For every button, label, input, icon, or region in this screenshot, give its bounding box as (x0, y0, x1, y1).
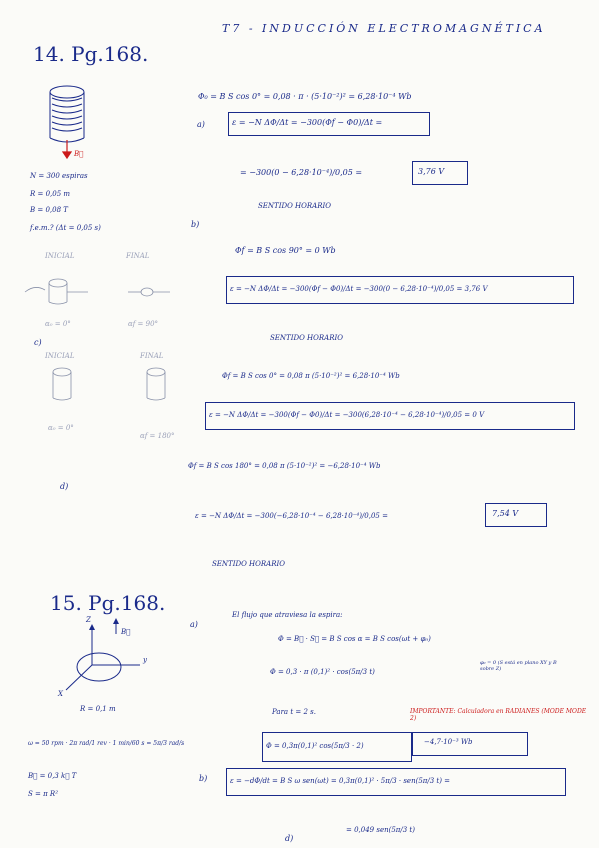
part-a-eq1: ε = −N ΔΦ/Δt = −300(Φf − Φ0)/Δt = (232, 118, 383, 127)
p15-a-intro: El flujo que atraviesa la espira: (232, 611, 343, 619)
axis-x-label: X (58, 690, 63, 698)
part-d-eq2: ε = −N ΔΦ/Δt = −300(−6,28·10⁻⁴ − 6,28·10⁻⁴)/0,05 = (195, 512, 388, 520)
alpha-label-3: α₀ = 0° (48, 424, 74, 432)
p15-a-note: φ₀ = 0 (S está en plano XY y B sobre Z) (480, 660, 557, 672)
given-s-15: S = π R² (28, 790, 59, 798)
given-radius: R = 0,1 m (80, 705, 116, 713)
p15-b-eq1: ε = −dΦ/dt = B S ω sen(ωt) = 0,3π(0,1)² · 5π/3 · sen(5π/3 t) = (230, 777, 451, 785)
problem-15-number: 15. Pg.168. (50, 591, 166, 615)
part-d-sense: SENTIDO HORARIO (212, 560, 285, 568)
part-b-eq2: ε = −N ΔΦ/Δt = −300(Φf − Φ0)/Δt = −300(0 − 6,28·10⁻⁴)/0,05 = 3,76 V (230, 285, 488, 293)
p15-a-result: −4,7·10⁻³ Wb (424, 738, 473, 746)
part-a-result: 3,76 V (418, 167, 445, 176)
p15-a-eq1: Φ = B⃗ · S⃗ = B S cos α = B S cos(ωt + φ₀) (278, 635, 431, 643)
part-d-label: d) (60, 482, 69, 491)
part-c-eq2: ε = −N ΔΦ/Δt = −300(Φf − Φ0)/Δt = −300(6,28·10⁻⁴ − 6,28·10⁻⁴)/0,05 = 0 V (209, 411, 485, 419)
flux-initial: Φ₀ = B S cos 0° = 0,08 · π · (5·10⁻²)² = 6,28·10⁻⁴ Wb (198, 92, 412, 101)
inicial-label-1: INICIAL (45, 252, 75, 260)
alpha-label-2: αf = 90° (128, 320, 159, 328)
part-b-label: b) (191, 220, 200, 229)
given-omega: ω = 50 rpm · 2π rad/1 rev · 1 min/60 s = 5π/3 rad/s (28, 740, 185, 747)
given-fem: f.e.m.? (Δt = 0,05 s) (30, 224, 101, 232)
b-vec-label-15: B⃗ (121, 628, 131, 636)
given-b-15: B⃗ = 0,3 k⃗ T (28, 772, 77, 780)
problem-14-number: 14. Pg.168. (33, 42, 149, 66)
alpha-label-1: α₀ = 0° (45, 320, 71, 328)
page-title: T7 - INDUCCIÓN ELECTROMAGNÉTICA (222, 22, 546, 35)
final-label-2: FINAL (140, 352, 164, 360)
part-c-eq1: Φf = B S cos 0° = 0,08 π (5·10⁻²)² = 6,28·10⁻⁴ Wb (222, 372, 400, 380)
part-a-eq2: = −300(0 − 6,28·10⁻⁴)/0,05 = (240, 168, 363, 177)
part-d-result: 7,54 V (492, 509, 519, 518)
p15-part-a-label: a) (190, 620, 198, 629)
part-a-label: a) (197, 120, 205, 129)
part-b-sense: SENTIDO HORARIO (270, 334, 343, 342)
axis-y-label: y (143, 656, 147, 664)
axis-z-label: Z (86, 616, 91, 624)
part-c-label: c) (34, 338, 42, 347)
given-b: B = 0,08 T (30, 206, 68, 214)
b-vector-label: B⃗ (74, 150, 84, 158)
given-n: N = 300 espiras (30, 172, 88, 180)
p15-part-b-label: b) (199, 774, 208, 783)
p15-a-eq2: Φ = 0,3 · π (0,1)² · cos(5π/3 t) (270, 668, 375, 676)
part-a-sense: SENTIDO HORARIO (258, 202, 331, 210)
p15-part-d-label: d) (285, 834, 294, 843)
important-note: IMPORTANTE: Calculadora en RADIANES (MODE MODE 2) (410, 708, 587, 722)
given-r: R = 0,05 m (30, 190, 71, 198)
part-d-eq1: Φf = B S cos 180° = 0,08 π (5·10⁻²)² = −6,28·10⁻⁴ Wb (188, 462, 381, 470)
inicial-label-2: INICIAL (45, 352, 75, 360)
part-b-eq1: Φf = B S cos 90° = 0 Wb (235, 246, 336, 255)
p15-b-eq2: = 0,049 sen(5π/3 t) (346, 826, 415, 834)
alpha-label-4: αf = 180° (140, 432, 175, 440)
final-label-1: FINAL (126, 252, 150, 260)
p15-a-eq3: Φ = 0,3π(0,1)² cos(5π/3 · 2) (266, 742, 364, 750)
p15-a-time: Para t = 2 s. (272, 708, 316, 716)
